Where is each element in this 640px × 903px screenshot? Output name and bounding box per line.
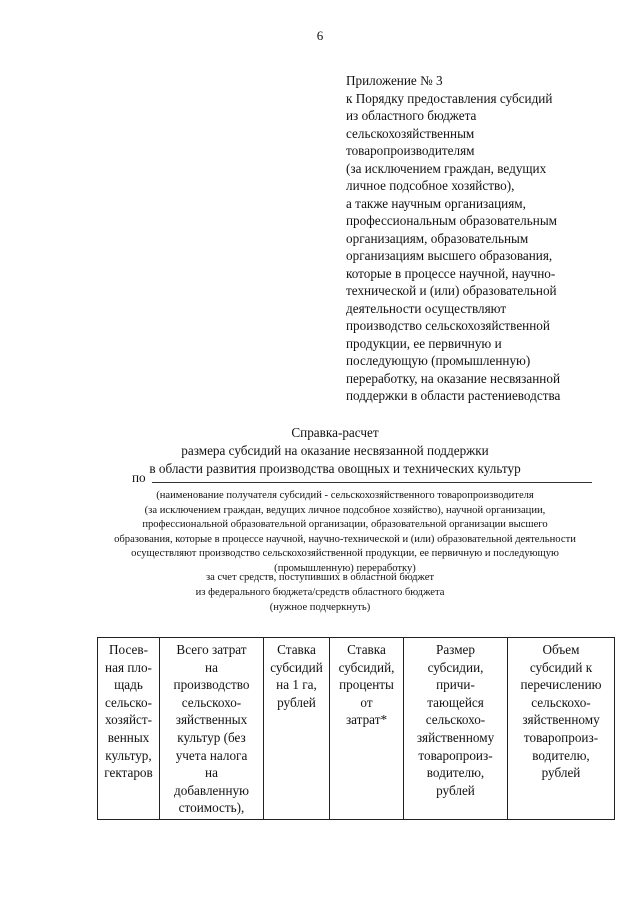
- header-sown-area: Посев- ная пло- щадь сельско- хозяйст- венных культур, гектаров: [98, 638, 160, 820]
- appendix-line: деятельности осуществляют: [346, 300, 507, 316]
- appendix-line: поддержки в области растениеводства: [346, 388, 561, 403]
- appendix-line: организациям высшего образования,: [346, 248, 553, 263]
- note-line: (за исключением граждан, ведущих личное подсобное хозяйство), научной организации,: [144, 504, 546, 516]
- note-line: осуществляют производство сельскохозяйственной продукции, ее первичную и последующую: [131, 548, 559, 560]
- note-line: (наименование получателя субсидий - сельскохозяйственного товаропроизводителя: [156, 490, 534, 501]
- po-label: по: [132, 470, 146, 485]
- appendix-header: [346, 72, 606, 405]
- note-line: (промышленную) переработку): [274, 562, 416, 574]
- appendix-line: продукции, ее первичную и: [346, 335, 502, 351]
- appendix-line: а также научным организациям,: [346, 195, 526, 211]
- appendix-line: к Порядку предоставления субсидий: [346, 90, 553, 106]
- note-line: профессиональной образовательной организации, образовательной организации высшего: [142, 519, 548, 531]
- header-rate-per-ha: Ставка субсидий на 1 га, рублей: [264, 638, 330, 820]
- appendix-line: переработку, на оказание несвязанной: [346, 370, 561, 386]
- title-line: в области развития производства овощных и технических культур: [149, 461, 521, 476]
- funding-source: [150, 570, 490, 615]
- recipient-line: [132, 470, 592, 488]
- title-line: размера субсидий на оказание несвязанной поддержки: [181, 443, 489, 458]
- appendix-line: из областного бюджета: [346, 108, 477, 123]
- table-header-row: [98, 638, 615, 820]
- appendix-line: (за исключением граждан, ведущих: [346, 160, 547, 176]
- funding-line: (нужное подчеркнуть): [269, 602, 371, 613]
- note-line: образования, которые в процессе научной, научно-технической и (или) образовательной деятельности: [114, 533, 576, 545]
- appendix-line: Приложение № 3: [346, 73, 443, 88]
- appendix-line: товаропроизводителям: [346, 143, 475, 158]
- subsidy-table: [97, 637, 615, 820]
- header-subsidy-transfer: Объем субсидий к перечислению сельскохо- зяйственному товаропроиз- водителю, рублей: [508, 638, 615, 820]
- recipient-underline: [152, 482, 592, 483]
- funding-line: из федерального бюджета/средств областного бюджета: [195, 587, 445, 598]
- header-rate-percent: Ставка субсидий, проценты от затрат*: [330, 638, 404, 820]
- appendix-line: организациям, образовательным: [346, 230, 529, 246]
- recipient-note: [100, 489, 590, 577]
- page-number: 6: [316, 28, 324, 43]
- header-subsidy-amount: Размер субсидии, причи- тающейся сельскохо- зяйственному товаропроиз- водителю, рублей: [404, 638, 508, 820]
- funding-line: за счет средств, поступивших в областной бюджет: [205, 572, 435, 583]
- title-line: Справка-расчет: [291, 425, 379, 440]
- appendix-line: производство сельскохозяйственной: [346, 318, 550, 333]
- appendix-line: последующую (промышленную): [346, 353, 531, 368]
- header-total-costs: Всего затрат на производство сельскохо- зяйственных культур (без учета налога на добавленную стоимость),: [160, 638, 264, 820]
- appendix-line: которые в процессе научной, научно-: [346, 265, 556, 281]
- appendix-line: личное подсобное хозяйство),: [346, 178, 515, 193]
- appendix-line: сельскохозяйственным: [346, 125, 475, 141]
- appendix-line: технической и (или) образовательной: [346, 283, 557, 298]
- appendix-line: профессиональным образовательным: [346, 213, 558, 228]
